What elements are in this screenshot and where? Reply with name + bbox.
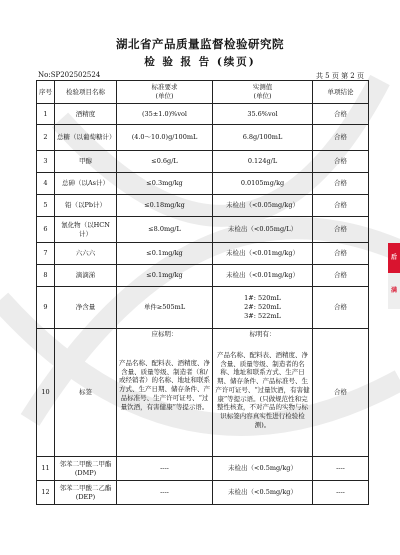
header-req-label: 标准要求 [151,83,178,92]
table-row [37,481,369,505]
row-seq: 4 [37,173,55,195]
row-seq: 11 [37,457,55,481]
row-meas: 0.0105mg/kg [213,173,313,195]
row-meas: 未检出（<0.05mg/kg） [213,195,313,217]
row-seq: 5 [37,195,55,217]
row-concl: 合格 [313,151,369,173]
row-concl: 合格 [313,125,369,151]
report-title: 检 验 报 告 (续页) [144,56,256,68]
row-concl: 合格 [313,217,369,243]
side-tab-top: 后 [388,243,400,273]
table-row-net-content [37,287,369,329]
row-req: ≤0.6g/L [117,151,213,173]
row-seq: 10 [37,329,55,457]
row-seq: 1 [37,104,55,125]
row-req: ≤8.0mg/L [117,217,213,243]
row-concl: ---- [313,457,369,481]
row-item: 六六六 [55,243,117,265]
row-req: (35±1.0)%vol [117,104,213,125]
table-row [37,195,369,217]
row-item: 氰化物（以HCN计） [55,217,117,243]
row-item: 邻苯二甲酸二甲酯(DMP) [55,457,117,481]
row-concl: 合格 [313,329,369,457]
row-item: 酒精度 [55,104,117,125]
row-concl: 合格 [313,243,369,265]
table-row [37,104,369,125]
row-req [117,329,213,457]
row-item: 铅（以Pb计） [55,195,117,217]
row-concl: ---- [313,481,369,505]
meas-label-text: 产品名称、配料表、酒精度、净含量、质量等级、制造者的名称、地址和联系方式、生产日期、储存条件、产品标准号、生产许可证号、“过量饮酒，有害健康”等提示语。(只做规范性和完整性核查，不对产品的实物与标识标签内容真实性进行检验检测)。 [215,350,310,429]
row-meas [213,287,313,329]
header-meas [213,81,313,104]
row-concl: 合格 [313,265,369,287]
inspection-table [36,80,369,505]
row-seq: 3 [37,151,55,173]
header-meas-unit: (单位) [253,92,272,100]
table-row [37,457,369,481]
row-seq: 8 [37,265,55,287]
req-label-heading: 应标明： [151,330,178,338]
row-seq: 7 [37,243,55,265]
row-req: ---- [117,481,213,505]
row-req: ≤0.1mg/kg [117,265,213,287]
row-concl: 合格 [313,173,369,195]
table-row [37,151,369,173]
req-label-text: 产品名称、配料表、酒精度、净含量、质量等级、制造者（和/或经销者）的名称、地址和联系方式、生产日期、储存条件、产品标准号、生产许可证号、“过量饮酒，有害健康”等提示语。 [119,358,210,411]
page-info: 共 5 页 第 2 页 [315,72,364,80]
row-meas: 35.6%vol [213,104,313,125]
row-seq: 12 [37,481,55,505]
row-req: ≤0.18mg/kg [117,195,213,217]
table-header-row [37,81,369,104]
row-item: 滴滴涕 [55,265,117,287]
net-content-2: 2#: 520mL [244,303,281,312]
side-tab-bottom: 满 [388,273,400,309]
table-row-label [37,329,369,457]
row-concl: 合格 [313,195,369,217]
header-concl: 单项结论 [313,81,369,104]
row-concl: 合格 [313,104,369,125]
meas-label-heading: 标明有： [249,330,276,338]
row-req: ≤0.3mg/kg [117,173,213,195]
table-row [37,125,369,151]
row-seq: 2 [37,125,55,151]
net-content-1: 1#: 520mL [244,294,281,303]
header-item: 检验项目名称 [55,81,117,104]
row-item: 甲醇 [55,151,117,173]
row-req: ---- [117,457,213,481]
row-meas [213,329,313,457]
row-meas: 未检出（<0.01mg/kg） [213,243,313,265]
header-seq: 序号 [37,81,55,104]
report-number: No:SP202502524 [38,71,101,79]
row-item: 标签 [55,329,117,457]
row-meas: 未检出（<0.05mg/L） [213,217,313,243]
net-content-3: 3#: 522mL [244,311,281,320]
row-item: 邻苯二甲酸二乙酯(DEP) [55,481,117,505]
row-req: 单件≥505mL [117,287,213,329]
row-meas: 未检出（<0.5mg/kg） [213,457,313,481]
header-meas-label: 实测值 [252,83,273,92]
row-concl: 合格 [313,287,369,329]
row-meas: 未检出（<0.5mg/kg） [213,481,313,505]
row-req: (4.0～10.0)g/100mL [117,125,213,151]
row-item: 净含量 [55,287,117,329]
header-req-unit: (单位) [155,92,174,100]
side-ad-tab[interactable] [388,243,400,309]
row-seq: 9 [37,287,55,329]
row-meas: 6.8g/100mL [213,125,313,151]
row-req: ≤0.1mg/kg [117,243,213,265]
row-item: 总糖（以葡萄糖计） [55,125,117,151]
table-row [37,265,369,287]
row-item: 总砷（以As计） [55,173,117,195]
table-row [37,243,369,265]
row-seq: 6 [37,217,55,243]
table-row [37,217,369,243]
row-meas: 未检出（<0.01mg/kg） [213,265,313,287]
header-req [117,81,213,104]
row-meas: 0.124g/L [213,151,313,173]
org-title: 湖北省产品质量监督检验研究院 [116,37,284,51]
table-row [37,173,369,195]
